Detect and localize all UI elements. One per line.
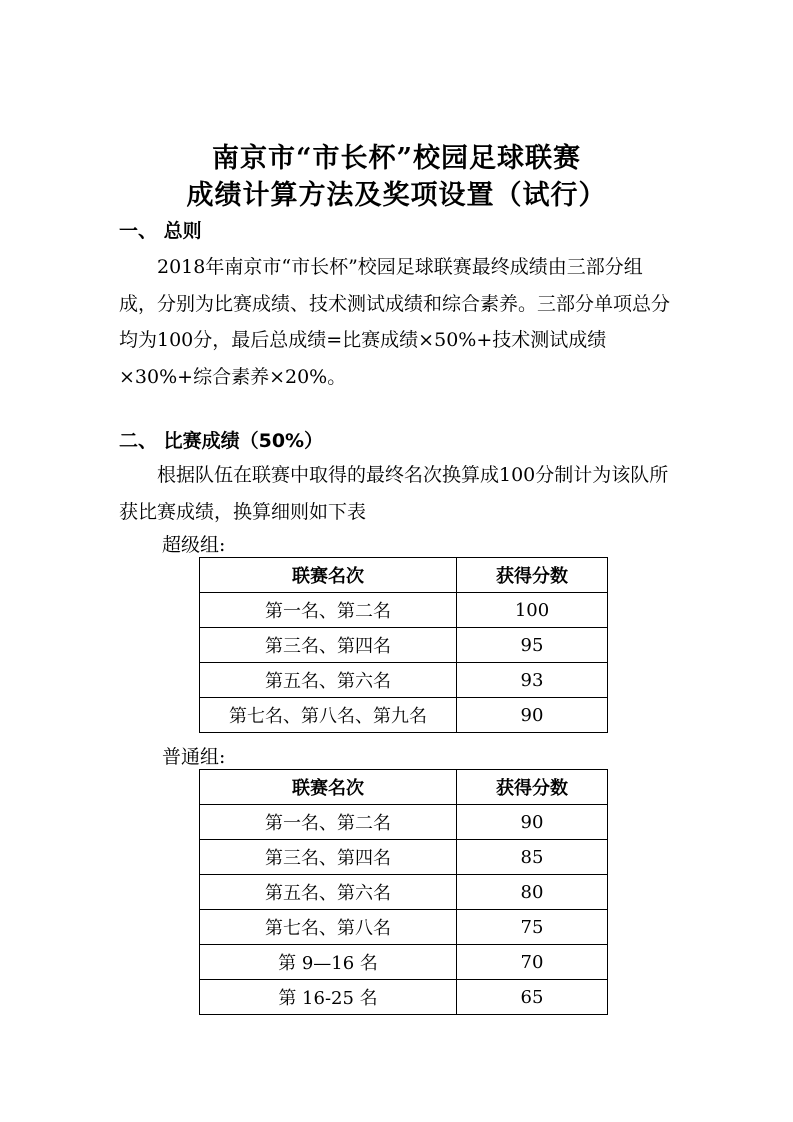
section2-heading: 二、 比赛成绩（50%） [119,430,324,452]
section1-heading: 一、 总则 [119,220,202,242]
table-row [200,593,608,628]
score-cell: 75 [457,910,608,945]
normal-group-label: 普通组: [162,746,226,768]
score-cell: 95 [457,628,608,663]
section1-paragraph: 2018年南京市“市长杯”校园足球联赛最终成绩由三部分组成，分别为比赛成绩、技术测试成绩和综合素养。三部分单项总分均为100分，最后总成绩=比赛成绩×50%+技术测试成绩×30%+综合素养×20%。 [119,256,671,388]
table-row [200,805,608,840]
rank-cell: 第七名、第八名 [200,910,457,945]
column-header-score: 获得分数 [457,558,608,593]
table-row [200,628,608,663]
column-header-score: 获得分数 [457,770,608,805]
normal-group-table [199,769,608,1015]
table-row [200,698,608,733]
section2-paragraph: 根据队伍在联赛中取得的最终名次换算成100分制计为该队所获比赛成绩，换算细则如下表 [119,464,669,523]
score-cell: 93 [457,663,608,698]
super-group-label: 超级组: [162,534,226,556]
table-header-row [200,770,608,805]
score-cell: 70 [457,945,608,980]
rank-cell: 第七名、第八名、第九名 [200,698,457,733]
rank-cell: 第三名、第四名 [200,628,457,663]
table-row [200,663,608,698]
table-row [200,980,608,1015]
document-title-line2: 成绩计算方法及奖项设置（试行） [186,180,607,211]
rank-cell: 第 16-25 名 [200,980,457,1015]
table-row [200,875,608,910]
score-cell: 65 [457,980,608,1015]
rank-cell: 第一名、第二名 [200,593,457,628]
table-row [200,910,608,945]
super-group-table [199,557,608,733]
rank-cell: 第三名、第四名 [200,840,457,875]
column-header-rank: 联赛名次 [200,770,457,805]
table-header-row [200,558,608,593]
rank-cell: 第一名、第二名 [200,805,457,840]
score-cell: 100 [457,593,608,628]
rank-cell: 第五名、第六名 [200,875,457,910]
table-row [200,840,608,875]
score-cell: 85 [457,840,608,875]
score-cell: 80 [457,875,608,910]
score-cell: 90 [457,698,608,733]
score-cell: 90 [457,805,608,840]
document-title-line1: 南京市“市长杯”校园足球联赛 [211,143,582,174]
rank-cell: 第 9—16 名 [200,945,457,980]
column-header-rank: 联赛名次 [200,558,457,593]
table-row [200,945,608,980]
rank-cell: 第五名、第六名 [200,663,457,698]
